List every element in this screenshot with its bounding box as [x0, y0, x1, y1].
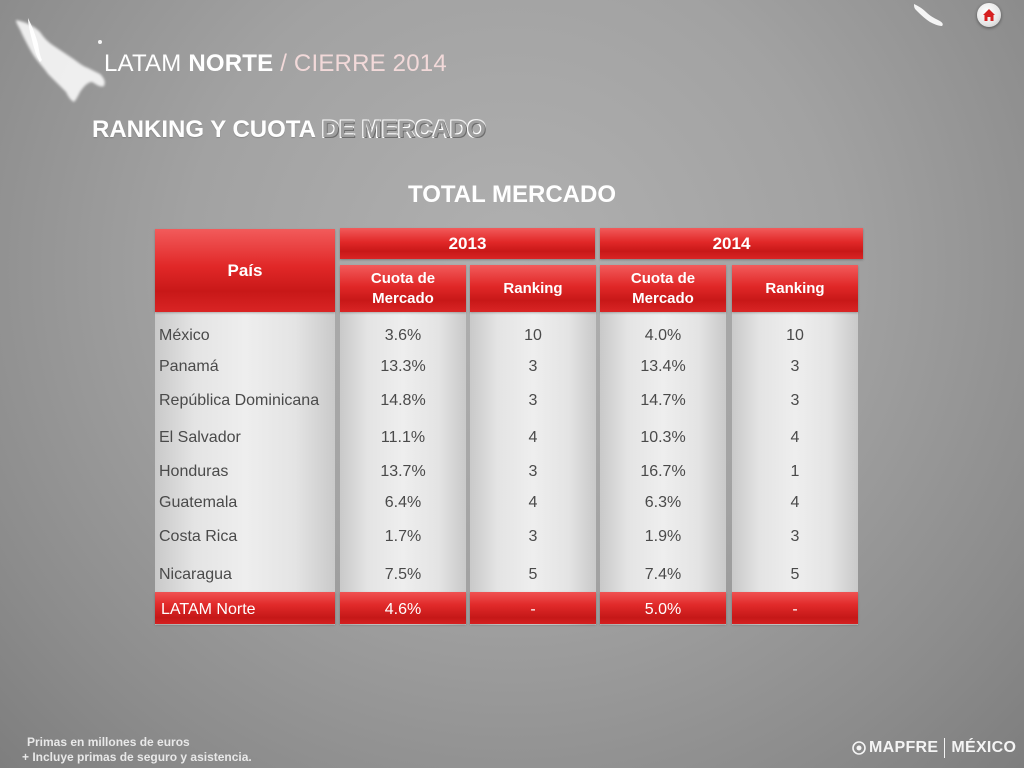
table-cell-share-2014: 10.3%	[640, 429, 686, 446]
subheader-rank-2014: Ranking	[732, 265, 858, 312]
subtitle-part2: DE MERCADO	[321, 116, 486, 143]
table-cell-rank-2014: 3	[790, 392, 800, 409]
subtitle-part1: RANKING Y CUOTA	[92, 116, 322, 143]
table-row-country: Panamá	[159, 358, 219, 375]
table-cell-share-2013: 11.1%	[380, 429, 426, 446]
table-cell-share-2014: 14.7%	[640, 392, 686, 409]
header-title-bold: NORTE	[188, 50, 274, 77]
brand-region: MÉXICO	[951, 739, 1017, 756]
total-rank-2014: -	[792, 601, 798, 618]
page-subtitle	[92, 116, 486, 144]
header-title-region: LATAM	[104, 50, 189, 77]
table-cell-rank-2014: 4	[790, 429, 800, 446]
mexico-map-icon	[8, 12, 118, 112]
table-cell-share-2014: 6.3%	[644, 494, 682, 511]
brand-logo	[852, 738, 1016, 758]
total-share-2013: 4.6%	[384, 601, 422, 618]
table-row-country: Guatemala	[159, 494, 238, 511]
header-title-period: / CIERRE 2014	[273, 50, 447, 77]
home-button[interactable]	[977, 3, 1001, 27]
table-cell-rank-2013: 3	[528, 358, 538, 375]
table-cell-rank-2014: 4	[790, 494, 800, 511]
year-header-2014: 2014	[600, 228, 863, 259]
table-cell-share-2013: 13.7%	[380, 463, 426, 480]
table-row-country: Nicaragua	[159, 566, 232, 583]
table-cell-rank-2014: 10	[786, 327, 804, 344]
table-cell-share-2014: 4.0%	[644, 327, 682, 344]
table-cell-rank-2013: 3	[528, 463, 538, 480]
table-cell-share-2013: 7.5%	[384, 566, 422, 583]
table-cell-rank-2013: 3	[528, 392, 538, 409]
table-row-country: México	[159, 327, 210, 344]
brand-separator	[944, 738, 945, 758]
footnotes	[22, 735, 252, 765]
table-cell-rank-2014: 5	[790, 566, 800, 583]
country-header: País	[155, 229, 335, 312]
table-cell-share-2014: 1.9%	[644, 528, 682, 545]
table-row-country: El Salvador	[159, 429, 241, 446]
total-share-2014: 5.0%	[644, 601, 682, 618]
total-row-label: LATAM Norte	[161, 601, 256, 618]
table-cell-share-2013: 14.8%	[380, 392, 426, 409]
subheader-rank-2013: Ranking	[470, 265, 596, 312]
footnote-currency: Primas en millones de euros	[27, 735, 190, 749]
table-title: TOTAL MERCADO	[408, 181, 616, 208]
table-cell-share-2014: 16.7%	[640, 463, 686, 480]
table-cell-share-2013: 3.6%	[384, 327, 422, 344]
table-cell-rank-2013: 3	[528, 528, 538, 545]
header-title	[104, 50, 447, 78]
table-cell-rank-2013: 10	[524, 327, 542, 344]
footnote-includes: + Incluye primas de seguro y asistencia.	[22, 750, 252, 764]
mapfre-symbol-icon	[852, 741, 866, 755]
table-cell-share-2013: 6.4%	[384, 494, 422, 511]
table-cell-share-2014: 13.4%	[640, 358, 686, 375]
subheader-share-2014: Cuota de Mercado	[600, 265, 726, 312]
table-row-country: Honduras	[159, 463, 229, 480]
table-cell-rank-2014: 3	[790, 528, 800, 545]
brand-name: MAPFRE	[869, 739, 939, 756]
table-cell-share-2013: 13.3%	[380, 358, 426, 375]
home-icon	[982, 8, 996, 22]
small-map-icon	[912, 2, 948, 30]
table-cell-share-2014: 7.4%	[644, 566, 682, 583]
table-cell-rank-2013: 5	[528, 566, 538, 583]
subheader-share-2013: Cuota de Mercado	[340, 265, 466, 312]
table-cell-rank-2014: 1	[790, 463, 800, 480]
table-cell-rank-2013: 4	[528, 494, 538, 511]
table-row-country: República Dominicana	[159, 392, 320, 409]
year-header-2013: 2013	[340, 228, 595, 259]
table-cell-rank-2013: 4	[528, 429, 538, 446]
table-cell-share-2013: 1.7%	[384, 528, 422, 545]
table-cell-rank-2014: 3	[790, 358, 800, 375]
total-rank-2013: -	[530, 601, 536, 618]
table-row-country: Costa Rica	[159, 528, 238, 545]
